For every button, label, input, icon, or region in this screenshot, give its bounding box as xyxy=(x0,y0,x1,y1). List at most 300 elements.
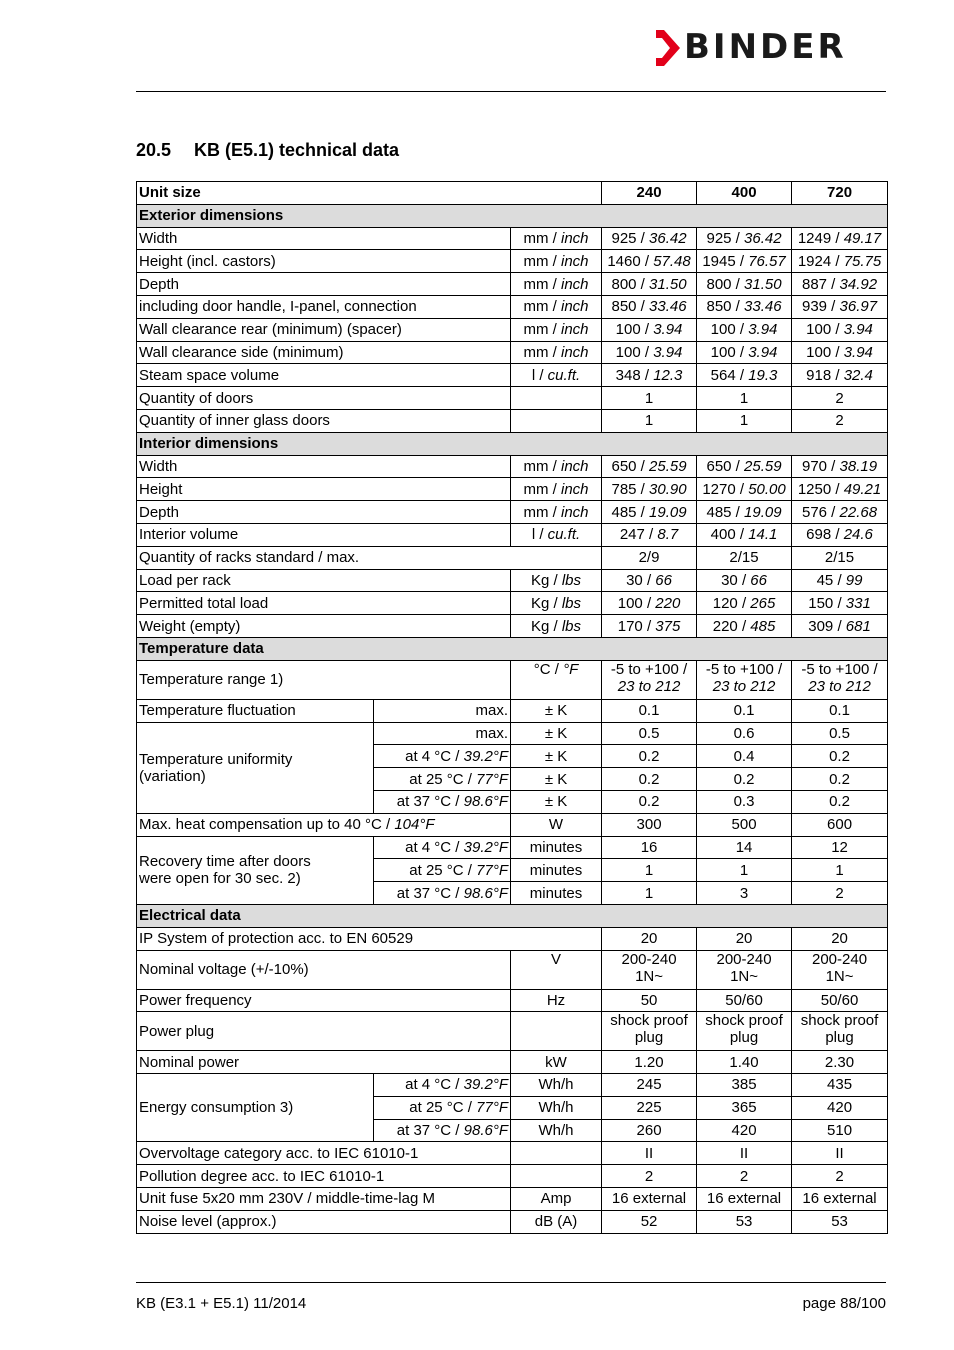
value-alt-text: 331 xyxy=(845,594,871,612)
model-header: 720 xyxy=(792,182,888,205)
value-alt-text: 3.94 xyxy=(843,321,873,339)
table-row xyxy=(137,722,888,745)
value-text: 485 / xyxy=(706,503,745,521)
value-cell: 2.30 xyxy=(792,1051,888,1074)
value-cell: 2/15 xyxy=(792,546,888,569)
value-line-2: 1N~ xyxy=(825,967,854,985)
value-alt-text: 24.6 xyxy=(843,526,873,544)
value-cell xyxy=(602,569,697,592)
value-text: 120 / xyxy=(712,594,751,612)
value-cell xyxy=(697,318,792,341)
value-cell: 0.1 xyxy=(697,699,792,722)
value-cell: 53 xyxy=(697,1210,792,1233)
value-cell xyxy=(697,660,792,699)
value-text: 800 / xyxy=(706,275,745,293)
unit-alt-text: lbs xyxy=(561,617,582,635)
row-label: including door handle, I-panel, connection xyxy=(137,295,511,318)
value-cell xyxy=(602,592,697,615)
condition-alt-text: 98.6°F xyxy=(463,884,508,902)
value-cell: 2 xyxy=(792,387,888,410)
row-label: Power frequency xyxy=(137,989,511,1012)
section-row-temperature xyxy=(137,637,888,660)
value-cell xyxy=(697,364,792,387)
section-header: Exterior dimensions xyxy=(137,204,888,227)
value-line-2: plug xyxy=(729,1029,759,1047)
value-alt-text: 66 xyxy=(750,571,767,589)
value-cell: 0.3 xyxy=(697,790,792,813)
value-alt-text: 220 xyxy=(655,594,681,612)
value-alt-text: 12.3 xyxy=(653,366,683,384)
value-line-1: shock proof xyxy=(705,1012,783,1030)
table-row xyxy=(137,836,888,859)
value-line-2: plug xyxy=(634,1029,664,1047)
value-alt-text: 36.42 xyxy=(744,229,782,247)
value-cell: 435 xyxy=(792,1074,888,1097)
condition-text: at 37 °C / xyxy=(396,793,464,811)
row-label: Weight (empty) xyxy=(137,615,511,638)
condition-cell xyxy=(374,1074,511,1097)
value-cell xyxy=(792,273,888,296)
value-cell xyxy=(697,250,792,273)
condition-alt-text: 98.6°F xyxy=(463,1122,508,1140)
value-cell: 0.4 xyxy=(697,745,792,768)
unit-cell: ± K xyxy=(511,768,602,791)
value-alt-text: 33.46 xyxy=(744,298,782,316)
value-cell: 2 xyxy=(792,409,888,432)
table-row xyxy=(137,501,888,524)
value-cell xyxy=(602,273,697,296)
condition-alt-text: 39.2°F xyxy=(463,1076,508,1094)
value-cell: 20 xyxy=(697,927,792,950)
value-text: 576 / xyxy=(801,503,840,521)
unit-alt-text: inch xyxy=(561,229,589,247)
value-cell: 1 xyxy=(697,859,792,882)
unit-alt-text: inch xyxy=(561,321,589,339)
value-text: 220 / xyxy=(712,617,751,635)
value-alt-text: 49.21 xyxy=(843,480,882,498)
table-row xyxy=(137,273,888,296)
unit-cell xyxy=(511,501,602,524)
value-cell: 50 xyxy=(602,989,697,1012)
unit-cell xyxy=(511,341,602,364)
value-cell: 260 xyxy=(602,1119,697,1142)
condition-cell xyxy=(374,1096,511,1119)
unit-text: mm / xyxy=(523,298,561,316)
value-text: 100 / xyxy=(710,343,749,361)
unit-cell: Amp xyxy=(511,1188,602,1211)
value-text: 348 / xyxy=(615,366,654,384)
condition-text: at 37 °C / xyxy=(396,1122,464,1140)
table-row xyxy=(137,989,888,1012)
value-line-1: -5 to +100 / xyxy=(610,660,688,678)
value-cell: 300 xyxy=(602,813,697,836)
unit-alt-text: inch xyxy=(561,480,589,498)
value-cell: 16 external xyxy=(792,1188,888,1211)
table-row xyxy=(137,1188,888,1211)
unit-text: mm / xyxy=(523,343,561,361)
value-text: 45 / xyxy=(816,571,846,589)
value-alt-text: 681 xyxy=(845,617,871,635)
row-label-line: were open for 30 sec. 2) xyxy=(139,870,301,888)
row-label-line: Recovery time after doors xyxy=(139,853,311,871)
value-cell: 1.20 xyxy=(602,1051,697,1074)
unit-text: Kg / xyxy=(530,594,562,612)
row-label xyxy=(137,722,374,813)
value-cell: 225 xyxy=(602,1096,697,1119)
condition-cell xyxy=(374,722,511,745)
value-cell xyxy=(697,455,792,478)
table-row xyxy=(137,318,888,341)
value-alt-text: 22.68 xyxy=(839,503,878,521)
value-text: 485 / xyxy=(611,503,650,521)
value-alt-text: 38.19 xyxy=(839,457,878,475)
condition-cell xyxy=(374,836,511,859)
row-label xyxy=(137,836,374,904)
value-line-2: 23 to 212 xyxy=(808,677,871,695)
table-row xyxy=(137,409,888,432)
row-label: Depth xyxy=(137,501,511,524)
value-cell: 1 xyxy=(602,409,697,432)
value-text: 1250 / xyxy=(797,480,844,498)
value-cell: 500 xyxy=(697,813,792,836)
value-text: 30 / xyxy=(626,571,656,589)
table-row xyxy=(137,1165,888,1188)
value-alt-text: 375 xyxy=(655,617,681,635)
unit-text: mm / xyxy=(523,457,561,475)
value-cell xyxy=(792,1012,888,1051)
table-row xyxy=(137,660,888,699)
section-row-electrical xyxy=(137,904,888,927)
value-cell xyxy=(792,250,888,273)
row-label: Nominal voltage (+/-10%) xyxy=(137,950,511,989)
value-text: 939 / xyxy=(801,298,840,316)
unit-cell xyxy=(511,569,602,592)
value-text: 785 / xyxy=(611,480,650,498)
row-label: Power plug xyxy=(137,1012,511,1051)
model-header: 400 xyxy=(697,182,792,205)
value-cell: 0.2 xyxy=(792,790,888,813)
brand-name: BINDER xyxy=(684,27,847,67)
value-cell: 2 xyxy=(602,1165,697,1188)
unit-cell: ± K xyxy=(511,722,602,745)
value-cell xyxy=(792,950,888,989)
value-cell xyxy=(602,364,697,387)
unit-cell: Wh/h xyxy=(511,1074,602,1097)
value-alt-text: 19.09 xyxy=(649,503,687,521)
value-cell: II xyxy=(602,1142,697,1165)
unit-cell xyxy=(511,478,602,501)
value-cell xyxy=(792,592,888,615)
value-alt-text: 49.17 xyxy=(843,229,882,247)
condition-text: at 25 °C / xyxy=(409,1099,477,1117)
value-alt-text: 31.50 xyxy=(649,275,687,293)
value-cell xyxy=(602,455,697,478)
unit-text: mm / xyxy=(523,252,561,270)
unit-cell: minutes xyxy=(511,882,602,905)
value-alt-text: 8.7 xyxy=(657,526,679,544)
value-cell: 20 xyxy=(792,927,888,950)
condition-cell xyxy=(374,882,511,905)
row-label: Temperature fluctuation xyxy=(137,699,374,722)
condition-cell xyxy=(374,768,511,791)
section-header: Interior dimensions xyxy=(137,432,888,455)
unit-cell xyxy=(511,250,602,273)
unit-cell xyxy=(511,615,602,638)
value-cell: 0.2 xyxy=(602,790,697,813)
row-label: Width xyxy=(137,227,511,250)
value-cell: 1 xyxy=(602,882,697,905)
row-label-line: Temperature uniformity xyxy=(139,750,293,768)
value-cell xyxy=(602,950,697,989)
value-cell xyxy=(602,295,697,318)
value-cell: 20 xyxy=(602,927,697,950)
unit-cell: minutes xyxy=(511,859,602,882)
value-cell xyxy=(792,295,888,318)
value-text: 309 / xyxy=(808,617,846,635)
value-cell: 3 xyxy=(697,882,792,905)
table-row xyxy=(137,523,888,546)
unit-alt-text: inch xyxy=(561,457,589,475)
unit-cell xyxy=(511,387,602,410)
value-alt-text: 14.1 xyxy=(748,526,778,544)
table-row xyxy=(137,295,888,318)
unit-alt-text: inch xyxy=(561,343,589,361)
value-cell: 365 xyxy=(697,1096,792,1119)
footer-document-id: KB (E3.1 + E5.1) 11/2014 xyxy=(136,1295,307,1312)
value-cell: 245 xyxy=(602,1074,697,1097)
unit-cell: ± K xyxy=(511,699,602,722)
condition-alt-text: 39.2°F xyxy=(463,838,508,856)
table-row xyxy=(137,569,888,592)
value-alt-text: 3.94 xyxy=(653,321,683,339)
unit-cell xyxy=(511,318,602,341)
value-cell: 420 xyxy=(792,1096,888,1119)
condition-alt-text: 98.6°F xyxy=(463,793,508,811)
value-alt-text: 36.42 xyxy=(649,229,687,247)
value-cell: 16 external xyxy=(602,1188,697,1211)
table-row xyxy=(137,950,888,989)
technical-data-table xyxy=(136,181,888,1234)
value-line-2: plug xyxy=(825,1029,854,1047)
unit-alt-text: inch xyxy=(561,275,589,293)
value-cell: 600 xyxy=(792,813,888,836)
value-cell: 1 xyxy=(697,387,792,410)
table-row xyxy=(137,455,888,478)
unit-cell: V xyxy=(511,950,602,989)
condition-text: at 25 °C / xyxy=(409,861,477,879)
row-label: Width xyxy=(137,455,511,478)
value-alt-text: 25.59 xyxy=(649,457,687,475)
row-label: Pollution degree acc. to IEC 61010-1 xyxy=(137,1165,511,1188)
value-text: 247 / xyxy=(619,526,658,544)
value-line-2: 1N~ xyxy=(635,967,663,985)
value-text: 650 / xyxy=(611,457,650,475)
row-label-line: Energy consumption 3) xyxy=(139,1099,294,1117)
value-cell xyxy=(792,318,888,341)
value-cell: 53 xyxy=(792,1210,888,1233)
value-alt-text: 50.00 xyxy=(748,480,786,498)
row-label: Height (incl. castors) xyxy=(137,250,511,273)
value-text: 698 / xyxy=(806,526,844,544)
table-row xyxy=(137,1012,888,1051)
section-header: Temperature data xyxy=(137,637,888,660)
condition-alt-text: 77°F xyxy=(476,861,508,879)
value-text: 1460 / xyxy=(607,252,654,270)
value-text: 1924 / xyxy=(797,252,844,270)
header-rule xyxy=(136,91,886,92)
unit-alt-text: inch xyxy=(561,298,589,316)
value-cell: 2/15 xyxy=(697,546,792,569)
row-label: Unit fuse 5x20 mm 230V / middle-time-lag M xyxy=(137,1188,511,1211)
value-text: 1249 / xyxy=(797,229,844,247)
condition-cell: max. xyxy=(374,699,511,722)
value-cell xyxy=(792,455,888,478)
table-row xyxy=(137,1051,888,1074)
row-label: Temperature range 1) xyxy=(137,660,511,699)
unit-alt-text: inch xyxy=(561,252,589,270)
condition-text: at 25 °C / xyxy=(409,770,477,788)
value-cell xyxy=(697,523,792,546)
row-label: Quantity of inner glass doors xyxy=(137,409,511,432)
row-label: Height xyxy=(137,478,511,501)
value-text: 100 / xyxy=(710,321,749,339)
condition-alt-text: 77°F xyxy=(476,1099,508,1117)
unit-cell xyxy=(511,660,602,699)
model-header: 240 xyxy=(602,182,697,205)
unit-text: °C / xyxy=(533,660,564,678)
unit-cell xyxy=(511,523,602,546)
value-cell xyxy=(792,615,888,638)
value-cell xyxy=(792,501,888,524)
value-text: 400 / xyxy=(710,526,749,544)
row-label: Wall clearance side (minimum) xyxy=(137,341,511,364)
value-cell xyxy=(792,364,888,387)
unit-cell: ± K xyxy=(511,790,602,813)
unit-cell xyxy=(511,295,602,318)
value-alt-text: 99 xyxy=(845,571,863,589)
unit-cell xyxy=(511,592,602,615)
unit-text: mm / xyxy=(523,503,561,521)
value-cell: 385 xyxy=(697,1074,792,1097)
value-cell: 0.2 xyxy=(792,768,888,791)
value-line-1: 200-240 xyxy=(621,950,677,968)
unit-cell: minutes xyxy=(511,836,602,859)
table-row xyxy=(137,1210,888,1233)
value-cell xyxy=(602,1012,697,1051)
value-cell: 52 xyxy=(602,1210,697,1233)
row-label: Quantity of doors xyxy=(137,387,511,410)
value-cell: 2/9 xyxy=(602,546,697,569)
value-alt-text: 265 xyxy=(750,594,776,612)
value-cell xyxy=(602,478,697,501)
value-cell: 2 xyxy=(792,882,888,905)
value-cell xyxy=(602,615,697,638)
unit-text: l / xyxy=(531,526,548,544)
row-label: Quantity of racks standard / max. xyxy=(137,546,602,569)
unit-alt-text: lbs xyxy=(561,594,582,612)
row-label-text: Max. heat compensation up to 40 °C / xyxy=(139,816,395,834)
value-cell: 2 xyxy=(697,1165,792,1188)
value-alt-text: 57.48 xyxy=(653,252,691,270)
value-alt-text: 485 xyxy=(750,617,776,635)
value-text: 1270 / xyxy=(702,480,749,498)
value-alt-text: 33.46 xyxy=(649,298,687,316)
value-line-1: shock proof xyxy=(800,1012,879,1030)
condition-text: max. xyxy=(475,724,508,742)
value-cell: 0.2 xyxy=(602,768,697,791)
unit-alt-text: cu.ft. xyxy=(547,526,581,544)
value-text: 170 / xyxy=(617,617,656,635)
unit-size-label: Unit size xyxy=(137,182,602,205)
unit-cell: kW xyxy=(511,1051,602,1074)
value-cell xyxy=(792,569,888,592)
value-line-1: 200-240 xyxy=(716,950,772,968)
section-row-interior xyxy=(137,432,888,455)
unit-text: l / xyxy=(531,366,548,384)
value-text: 564 / xyxy=(710,366,749,384)
unit-cell xyxy=(511,409,602,432)
value-cell: 0.6 xyxy=(697,722,792,745)
value-text: 925 / xyxy=(706,229,745,247)
value-alt-text: 3.94 xyxy=(748,343,778,361)
value-cell: 0.5 xyxy=(792,722,888,745)
value-cell: 420 xyxy=(697,1119,792,1142)
value-cell xyxy=(602,318,697,341)
value-line-2: 1N~ xyxy=(730,967,758,985)
arrow-logo-icon xyxy=(656,30,680,66)
value-cell xyxy=(697,950,792,989)
value-cell: 0.2 xyxy=(602,745,697,768)
condition-text: at 4 °C / xyxy=(405,1076,464,1094)
value-cell xyxy=(602,250,697,273)
value-text: 30 / xyxy=(721,571,751,589)
value-cell: 0.2 xyxy=(792,745,888,768)
value-text: 100 / xyxy=(806,343,844,361)
unit-cell: Wh/h xyxy=(511,1119,602,1142)
row-label: Nominal power xyxy=(137,1051,511,1074)
unit-cell: W xyxy=(511,813,602,836)
section-heading: KB (E5.1) technical data xyxy=(194,140,400,160)
row-label: Steam space volume xyxy=(137,364,511,387)
value-cell: 2 xyxy=(792,1165,888,1188)
section-title xyxy=(136,140,399,161)
table-row xyxy=(137,341,888,364)
value-cell: 12 xyxy=(792,836,888,859)
value-text: 850 / xyxy=(611,298,650,316)
value-cell xyxy=(697,501,792,524)
table-row xyxy=(137,250,888,273)
table-row xyxy=(137,387,888,410)
unit-cell xyxy=(511,364,602,387)
value-cell xyxy=(792,341,888,364)
value-cell: 1 xyxy=(697,409,792,432)
unit-text: mm / xyxy=(523,275,561,293)
value-cell: 16 external xyxy=(697,1188,792,1211)
value-cell: 1 xyxy=(792,859,888,882)
value-text: 100 / xyxy=(615,321,654,339)
table-row xyxy=(137,478,888,501)
unit-text: Kg / xyxy=(530,617,562,635)
value-text: 100 / xyxy=(615,343,654,361)
value-alt-text: 66 xyxy=(655,571,672,589)
row-label: Interior volume xyxy=(137,523,511,546)
value-cell: 510 xyxy=(792,1119,888,1142)
condition-text: at 37 °C / xyxy=(396,884,464,902)
value-cell xyxy=(697,569,792,592)
value-text: 970 / xyxy=(801,457,840,475)
condition-text: at 4 °C / xyxy=(405,747,464,765)
table-row xyxy=(137,927,888,950)
